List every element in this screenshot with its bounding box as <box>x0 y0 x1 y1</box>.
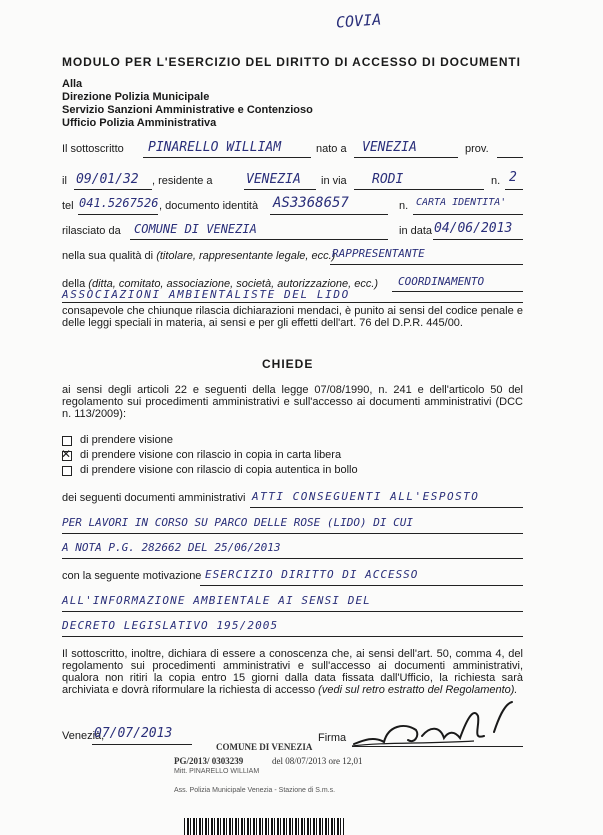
ditta-hint: (ditta, comitato, associazione, società, autorizzazione, ecc.) <box>88 278 379 290</box>
documento-label: , documento identità <box>159 200 259 212</box>
qualita-label-text: nella sua qualità di <box>62 250 157 262</box>
via-underline <box>354 189 484 190</box>
protocol-barcode <box>184 818 344 835</box>
qualita-field[interactable]: RAPPRESENTANTE <box>332 247 425 260</box>
n-label: n. <box>491 175 501 187</box>
option-carta-libera-label: di prendere visione con rilascio in copia in carta libera <box>80 449 342 461</box>
document-title: MODULO PER L'ESERCIZIO DEL DIRITTO DI ACCESSO DI DOCUMENTI <box>62 55 521 69</box>
doc-n-underline <box>413 214 523 215</box>
residente-underline <box>244 189 316 190</box>
nato-field[interactable]: VENEZIA <box>362 140 417 155</box>
residente-label: , residente a <box>152 175 213 187</box>
tel-underline <box>78 214 158 215</box>
documenti-underline-2 <box>62 533 523 534</box>
stamp-mitt: Mitt. PINARELLO WILLIAM <box>174 768 260 775</box>
birthdate-field[interactable]: 09/01/32 <box>76 172 139 187</box>
motivazione-label: con la seguente motivazione <box>62 570 202 582</box>
qualita-label <box>62 250 335 262</box>
addressee-line-1: Alla <box>62 78 83 90</box>
qualita-hint: (titolare, rappresentante legale, ecc.) <box>156 250 336 262</box>
sottoscritto-field[interactable]: PINARELLO WILLIAM <box>148 140 282 155</box>
documenti-field-2[interactable]: PER LAVORI IN CORSO SU PARCO DELLE ROSE (LIDO) DI CUI <box>62 516 413 529</box>
stamp-protocol-date: del 08/07/2013 ore 12,01 <box>272 756 363 766</box>
birthdate-underline <box>74 189 152 190</box>
documenti-label: dei seguenti documenti amministrativi <box>62 492 246 504</box>
option-visione-checkbox[interactable] <box>62 436 72 446</box>
addressee-line-2: Direzione Polizia Municipale <box>62 91 210 103</box>
motivazione-field-2[interactable]: ALL'INFORMAZIONE AMBIENTALE AI SENSI DEL <box>62 594 371 607</box>
prov-label: prov. <box>465 143 489 155</box>
dichiara-main-text: Il sottoscritto, inoltre, dichiara di essere a conoscenza che, ai sensi dell'art. 50, comma 4, del regolamento sui procedimenti amministrativi e sull'accesso ai documenti amministrativi, qualora non ritiri la copia entro 15 giorni dalla data fissata dall'Ufficio, la richiesta sarà archiviata e dovrà riformulare la richiesta di accesso <box>62 648 523 696</box>
documenti-underline-3 <box>62 558 523 559</box>
place-date-field[interactable]: 07/07/2013 <box>94 726 173 741</box>
nato-underline <box>354 157 458 158</box>
il-label: il <box>62 175 67 187</box>
motivazione-underline-3 <box>62 636 523 637</box>
motivazione-field-3[interactable]: DECRETO LEGISLATIVO 195/2005 <box>62 619 279 632</box>
addressee-line-4: Ufficio Polizia Amministrativa <box>62 117 217 129</box>
motivazione-underline-1 <box>200 585 523 586</box>
copy-mark: COVIA <box>335 10 382 32</box>
protocol-stamp <box>160 741 440 803</box>
stamp-title: COMUNE DI VENEZIA <box>216 742 313 752</box>
tel-field[interactable]: 041.5267526 <box>79 196 159 210</box>
rilasciato-underline <box>130 239 388 240</box>
option-carta-libera-checkbox[interactable] <box>62 451 72 461</box>
consapevole-text: consapevole che chiunque rilascia dichiarazioni mendaci, è punito ai sensi del codice penale e delle leggi speciali in materia, ai sensi e per gli effetti dell'art. 76 del D.P.R. 445/00. <box>62 305 523 329</box>
ditta-label-text: della <box>62 278 89 290</box>
doc-n-field[interactable]: CARTA IDENTITA' <box>416 197 507 208</box>
sottoscritto-underline <box>143 157 311 158</box>
ditta-field-1[interactable]: COORDINAMENTO <box>398 275 485 288</box>
data-rilascio-underline <box>433 239 523 240</box>
documento-underline <box>270 214 388 215</box>
documenti-field-3[interactable]: A NOTA P.G. 282662 DEL 25/06/2013 <box>62 541 281 554</box>
documenti-field-1[interactable]: ATTI CONSEGUENTI ALL'ESPOSTO <box>252 490 480 503</box>
residente-field[interactable]: VENEZIA <box>246 172 301 187</box>
doc-n-label: n. <box>399 200 409 212</box>
rilasciato-label: rilasciato da <box>62 225 121 237</box>
sottoscritto-label: Il sottoscritto <box>62 143 124 155</box>
option-bollo-label: di prendere visione con rilascio di copia autentica in bollo <box>80 464 358 476</box>
data-rilascio-field[interactable]: 04/06/2013 <box>434 221 513 236</box>
motivazione-field-1[interactable]: ESERCIZIO DIRITTO DI ACCESSO <box>205 568 419 581</box>
ditta-field-2[interactable]: ASSOCIAZIONI AMBIENTALISTE DEL LIDO <box>62 288 350 301</box>
dichiara-italic-text: (vedi sul retro estratto del Regolamento). <box>318 684 518 696</box>
qualita-underline <box>330 264 523 265</box>
stamp-ass: Ass. Polizia Municipale Venezia - Stazione di S.m.s. <box>174 787 336 794</box>
via-field[interactable]: RODI <box>372 172 404 187</box>
data-rilascio-label: in data <box>399 225 433 237</box>
rilasciato-field[interactable]: COMUNE DI VENEZIA <box>134 222 257 236</box>
documento-field[interactable]: AS3368657 <box>273 195 349 211</box>
chiede-heading: CHIEDE <box>262 357 314 371</box>
motivazione-underline-2 <box>62 611 523 612</box>
tel-label: tel <box>62 200 74 212</box>
option-bollo-checkbox[interactable] <box>62 466 72 476</box>
place-label: Venezia, <box>62 730 105 742</box>
nato-label: nato a <box>316 143 347 155</box>
ditta-underline-1 <box>392 291 523 292</box>
firma-label: Firma <box>318 732 347 744</box>
stamp-protocol: PG/2013/ 0303239 <box>174 756 244 766</box>
chiede-intro: ai sensi degli articoli 22 e seguenti della legge 07/08/1990, n. 241 e dell'articolo 50 del regolamento sui procedimenti amministrativi e sull'accesso ai documenti amministrativi (DCC n. 113/2009): <box>62 384 523 420</box>
n-underline <box>505 189 523 190</box>
dichiara-text <box>62 648 523 696</box>
ditta-underline-2 <box>62 302 523 303</box>
n-field[interactable]: 2 <box>509 170 517 185</box>
documenti-underline-1 <box>250 507 523 508</box>
via-label: in via <box>321 175 347 187</box>
option-visione-label: di prendere visione <box>80 434 173 446</box>
addressee-line-3: Servizio Sanzioni Amministrative e Contenzioso <box>62 104 313 116</box>
prov-underline <box>497 157 523 158</box>
